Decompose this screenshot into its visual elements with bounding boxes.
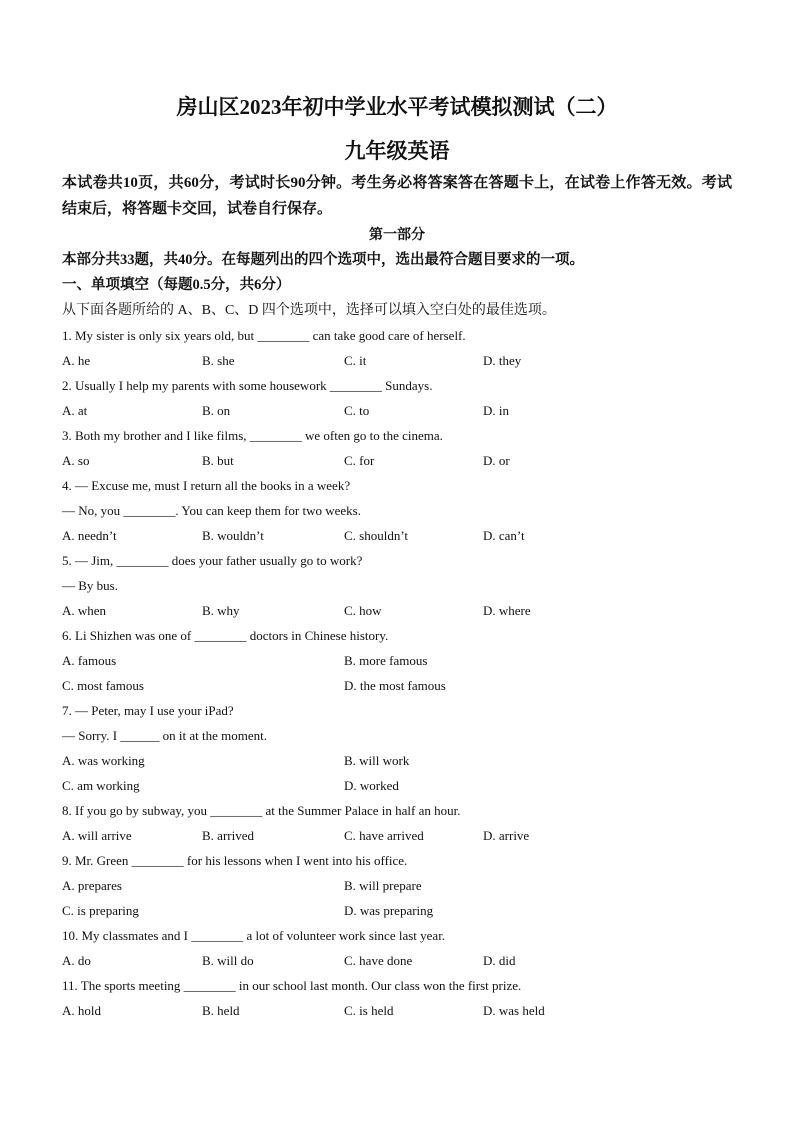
question-response: — Sorry. I ______ on it at the moment.	[62, 728, 267, 743]
question-stem: 8. If you go by subway, you ________ at the Summer Palace in half an hour.	[62, 803, 461, 818]
part-intro: 本部分共33题，共40分。在每题列出的四个选项中，选出最符合题目要求的一项。	[62, 252, 584, 268]
option-row	[62, 748, 732, 773]
question-8	[62, 798, 732, 848]
option-a: A. will arrive	[62, 828, 132, 843]
question-1	[62, 323, 732, 373]
question-3	[62, 423, 732, 473]
option-row	[62, 948, 732, 973]
option-b: B. she	[202, 353, 235, 368]
question-stem: 7. — Peter, may I use your iPad?	[62, 703, 234, 718]
exam-title: 房山区2023年初中学业水平考试模拟测试（二）	[176, 95, 618, 119]
option-d: D. arrive	[483, 828, 530, 843]
question-response: — No, you ________. You can keep them for two weeks.	[62, 503, 361, 518]
question-stem: 5. — Jim, ________ does your father usually go to work?	[62, 553, 363, 568]
option-row	[62, 873, 732, 898]
option-b: B. will work	[344, 753, 410, 768]
option-c: C. how	[344, 603, 382, 618]
option-a: A. he	[62, 353, 91, 368]
option-b: B. wouldn’t	[202, 528, 264, 543]
option-c: C. it	[344, 353, 367, 368]
option-row	[62, 598, 732, 623]
part-heading: 第一部分	[369, 228, 425, 243]
option-b: B. held	[202, 1003, 240, 1018]
option-b: B. will do	[202, 953, 254, 968]
question-11	[62, 973, 732, 1023]
option-b: B. more famous	[344, 653, 428, 668]
option-d: D. where	[483, 603, 531, 618]
option-c: C. shouldn’t	[344, 528, 409, 543]
question-10	[62, 923, 732, 973]
option-d: D. or	[483, 453, 510, 468]
option-d: D. can’t	[483, 528, 525, 543]
option-row	[62, 348, 732, 373]
option-d: D. was preparing	[344, 903, 434, 918]
question-5	[62, 548, 732, 623]
question-9	[62, 848, 732, 923]
option-d: D. in	[483, 403, 509, 418]
option-d: D. the most famous	[344, 678, 446, 693]
option-row	[62, 823, 732, 848]
option-row	[62, 773, 732, 798]
option-row	[62, 648, 732, 673]
option-row	[62, 998, 732, 1023]
option-row	[62, 898, 732, 923]
question-7	[62, 698, 732, 798]
option-row	[62, 673, 732, 698]
question-stem: 3. Both my brother and I like films, ________ we often go to the cinema.	[62, 428, 443, 443]
option-c: C. have done	[344, 953, 413, 968]
option-d: D. worked	[344, 778, 399, 793]
option-c: C. have arrived	[344, 828, 424, 843]
option-b: B. arrived	[202, 828, 254, 843]
option-c: C. to	[344, 403, 370, 418]
option-a: A. needn’t	[62, 528, 117, 543]
option-c: C. is preparing	[62, 903, 139, 918]
option-a: A. prepares	[62, 878, 122, 893]
question-stem: 1. My sister is only six years old, but ________ can take good care of herself.	[62, 328, 466, 343]
question-response: — By bus.	[62, 578, 118, 593]
option-a: A. famous	[62, 653, 117, 668]
question-stem: 6. Li Shizhen was one of ________ doctors in Chinese history.	[62, 628, 389, 643]
question-stem: 2. Usually I help my parents with some housework ________ Sundays.	[62, 378, 433, 393]
question-4	[62, 473, 732, 548]
exam-page	[62, 92, 732, 1023]
option-a: A. so	[62, 453, 90, 468]
option-d: D. did	[483, 953, 516, 968]
option-b: B. but	[202, 453, 234, 468]
option-c: C. am working	[62, 778, 140, 793]
option-a: A. when	[62, 603, 107, 618]
option-row	[62, 523, 732, 548]
option-c: C. is held	[344, 1003, 394, 1018]
option-a: A. do	[62, 953, 91, 968]
question-stem: 11. The sports meeting ________ in our school last month. Our class won the first prize.	[62, 978, 522, 993]
option-row	[62, 448, 732, 473]
option-b: B. why	[202, 603, 240, 618]
question-stem: 9. Mr. Green ________ for his lessons when I went into his office.	[62, 853, 408, 868]
question-stem: 4. — Excuse me, must I return all the books in a week?	[62, 478, 351, 493]
option-c: C. most famous	[62, 678, 144, 693]
option-row	[62, 398, 732, 423]
option-b: B. on	[202, 403, 231, 418]
question-6	[62, 623, 732, 698]
option-a: A. was working	[62, 753, 145, 768]
option-d: D. was held	[483, 1003, 545, 1018]
section-instruction: 从下面各题所给的 A、B、C、D 四个选项中，选择可以填入空白处的最佳选项。	[62, 303, 556, 318]
section-heading: 一、单项填空（每题0.5分，共6分）	[62, 277, 291, 293]
option-a: A. hold	[62, 1003, 101, 1018]
question-stem: 10. My classmates and I ________ a lot of volunteer work since last year.	[62, 928, 446, 943]
exam-notice: 本试卷共10页，共60分，考试时长90分钟。考生务必将答案答在答题卡上，在试卷上作答无效。考试结束后，将答题卡交回，试卷自行保存。	[62, 175, 732, 217]
option-b: B. will prepare	[344, 878, 422, 893]
option-c: C. for	[344, 453, 375, 468]
option-d: D. they	[483, 353, 522, 368]
option-a: A. at	[62, 403, 88, 418]
question-2	[62, 373, 732, 423]
exam-subtitle: 九年级英语	[344, 139, 450, 163]
